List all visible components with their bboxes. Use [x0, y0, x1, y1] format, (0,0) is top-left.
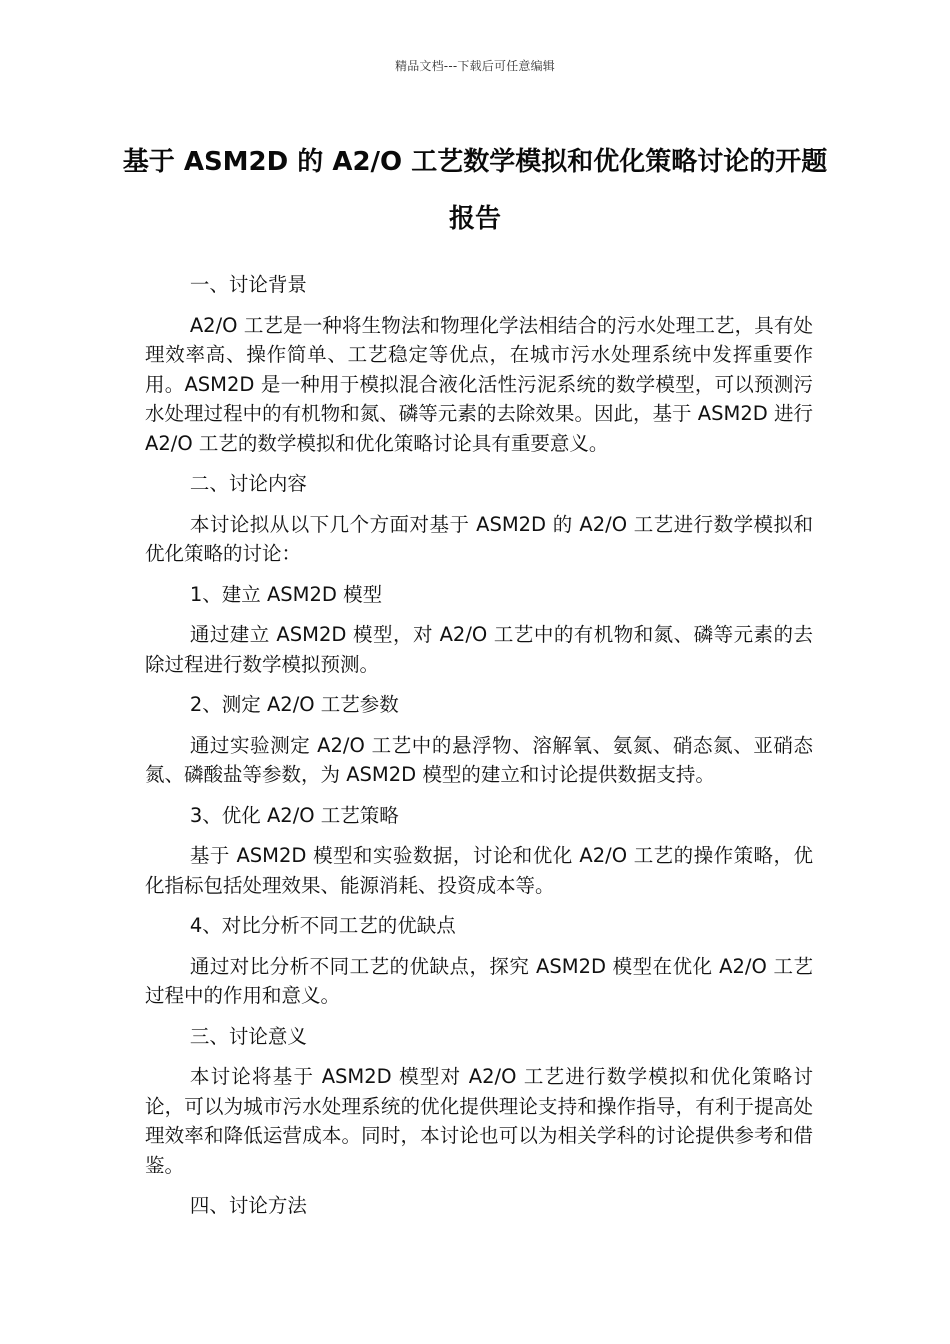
item-heading-2: 2、测定 A2/O 工艺参数	[189, 693, 399, 716]
paragraph-background: A2/O 工艺是一种将生物法和物理化学法相结合的污水处理工艺，具有处理效率高、操作简单、工艺稳定等优点，在城市污水处理系统中发挥重要作用。ASM2D 是一种用于模拟混合液化活性污泥系统的数学模型，可以预测污水处理过程中的有机物和氮、磷等元素的去除效果。因此，基于 ASM2D 进行 A2/O 工艺的数学模拟和优化策略讨论具有重要意义。	[145, 313, 813, 455]
header-note: 精品文档---下载后可任意编辑	[395, 59, 555, 73]
section-heading-background: 一、讨论背景	[189, 273, 307, 296]
paragraph-item-2: 通过实验测定 A2/O 工艺中的悬浮物、溶解氧、氨氮、硝态氮、亚硝态氮、磷酸盐等参数，为 ASM2D 模型的建立和讨论提供数据支持。	[145, 733, 813, 786]
paragraph-item-1: 通过建立 ASM2D 模型，对 A2/O 工艺中的有机物和氮、磷等元素的去除过程进行数学模拟预测。	[145, 623, 813, 676]
section-heading-significance: 三、讨论意义	[189, 1024, 307, 1048]
paragraph-significance: 本讨论将基于 ASM2D 模型对 A2/O 工艺进行数学模拟和优化策略讨论，可以为城市污水处理系统的优化提供理论支持和操作指导，有利于提高处理效率和降低运营成本。同时，本讨论也可以为相关学科的讨论提供参考和借鉴。	[145, 1065, 813, 1177]
paragraph-item-4: 通过对比分析不同工艺的优缺点，探究 ASM2D 模型在优化 A2/O 工艺过程中的作用和意义。	[145, 954, 813, 1007]
document-body	[145, 270, 813, 1232]
paragraph-item-3: 基于 ASM2D 模型和实验数据，讨论和优化 A2/O 工艺的操作策略，优化指标包括处理效果、能源消耗、投资成本等。	[145, 844, 813, 897]
section-heading-method: 四、讨论方法	[189, 1194, 307, 1217]
section-heading-content: 二、讨论内容	[189, 472, 307, 495]
item-heading-4: 4、对比分析不同工艺的优缺点	[189, 914, 456, 937]
paragraph-content-intro: 本讨论拟从以下几个方面对基于 ASM2D 的 A2/O 工艺进行数学模拟和优化策略的讨论：	[145, 512, 813, 565]
item-heading-1: 1、建立 ASM2D 模型	[189, 582, 383, 606]
item-heading-3: 3、优化 A2/O 工艺策略	[189, 803, 399, 827]
document-title: 基于 ASM2D 的 A2/O 工艺数学模拟和优化策略讨论的开题报告	[122, 147, 828, 234]
